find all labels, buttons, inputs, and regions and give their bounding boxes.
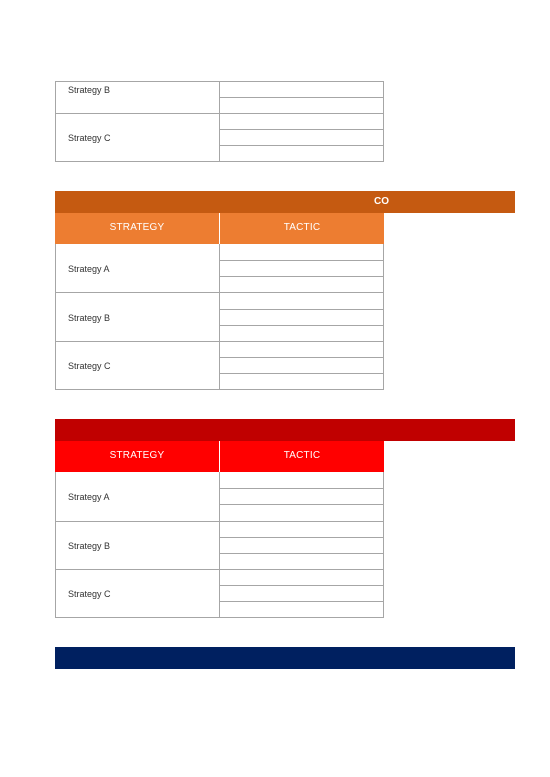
row-divider xyxy=(55,521,384,522)
tactic-line xyxy=(219,504,384,505)
red-header-row xyxy=(55,441,384,472)
column-divider xyxy=(219,472,220,618)
tactic-line xyxy=(219,488,384,489)
tactic-line xyxy=(219,585,384,586)
tactic-line xyxy=(219,129,384,130)
strategy-label: Strategy C xyxy=(68,589,111,599)
strategy-label: Strategy B xyxy=(68,85,111,95)
strategy-label: Strategy A xyxy=(68,492,110,502)
orange-header-row xyxy=(55,213,384,244)
strategy-label: Strategy B xyxy=(68,541,111,551)
row-divider xyxy=(55,292,384,293)
navy-title-band xyxy=(55,647,515,669)
orange-title-band xyxy=(55,191,515,213)
tactic-line xyxy=(219,260,384,261)
tactic-line xyxy=(219,373,384,374)
tactic-line xyxy=(219,276,384,277)
tactic-line xyxy=(219,553,384,554)
column-divider xyxy=(219,244,220,390)
band-title: CO xyxy=(374,196,389,207)
tactic-column-header: TACTIC xyxy=(283,450,321,461)
strategy-column-header: STRATEGY xyxy=(109,450,165,461)
tactic-line xyxy=(219,97,384,98)
strategy-label: Strategy B xyxy=(68,313,111,323)
row-divider xyxy=(55,341,384,342)
tactic-line xyxy=(219,145,384,146)
tactic-line xyxy=(219,357,384,358)
strategy-label: Strategy A xyxy=(68,264,110,274)
red-title-band xyxy=(55,419,515,441)
tactic-line xyxy=(219,309,384,310)
tactic-line xyxy=(219,601,384,602)
tactic-line xyxy=(219,325,384,326)
strategy-label: Strategy C xyxy=(68,361,111,371)
strategy-column-header: STRATEGY xyxy=(109,222,165,233)
row-divider xyxy=(55,569,384,570)
strategy-label: Strategy C xyxy=(68,133,111,143)
column-divider xyxy=(219,81,220,162)
row-divider xyxy=(55,113,384,114)
tactic-line xyxy=(219,537,384,538)
tactic-column-header: TACTIC xyxy=(283,222,321,233)
